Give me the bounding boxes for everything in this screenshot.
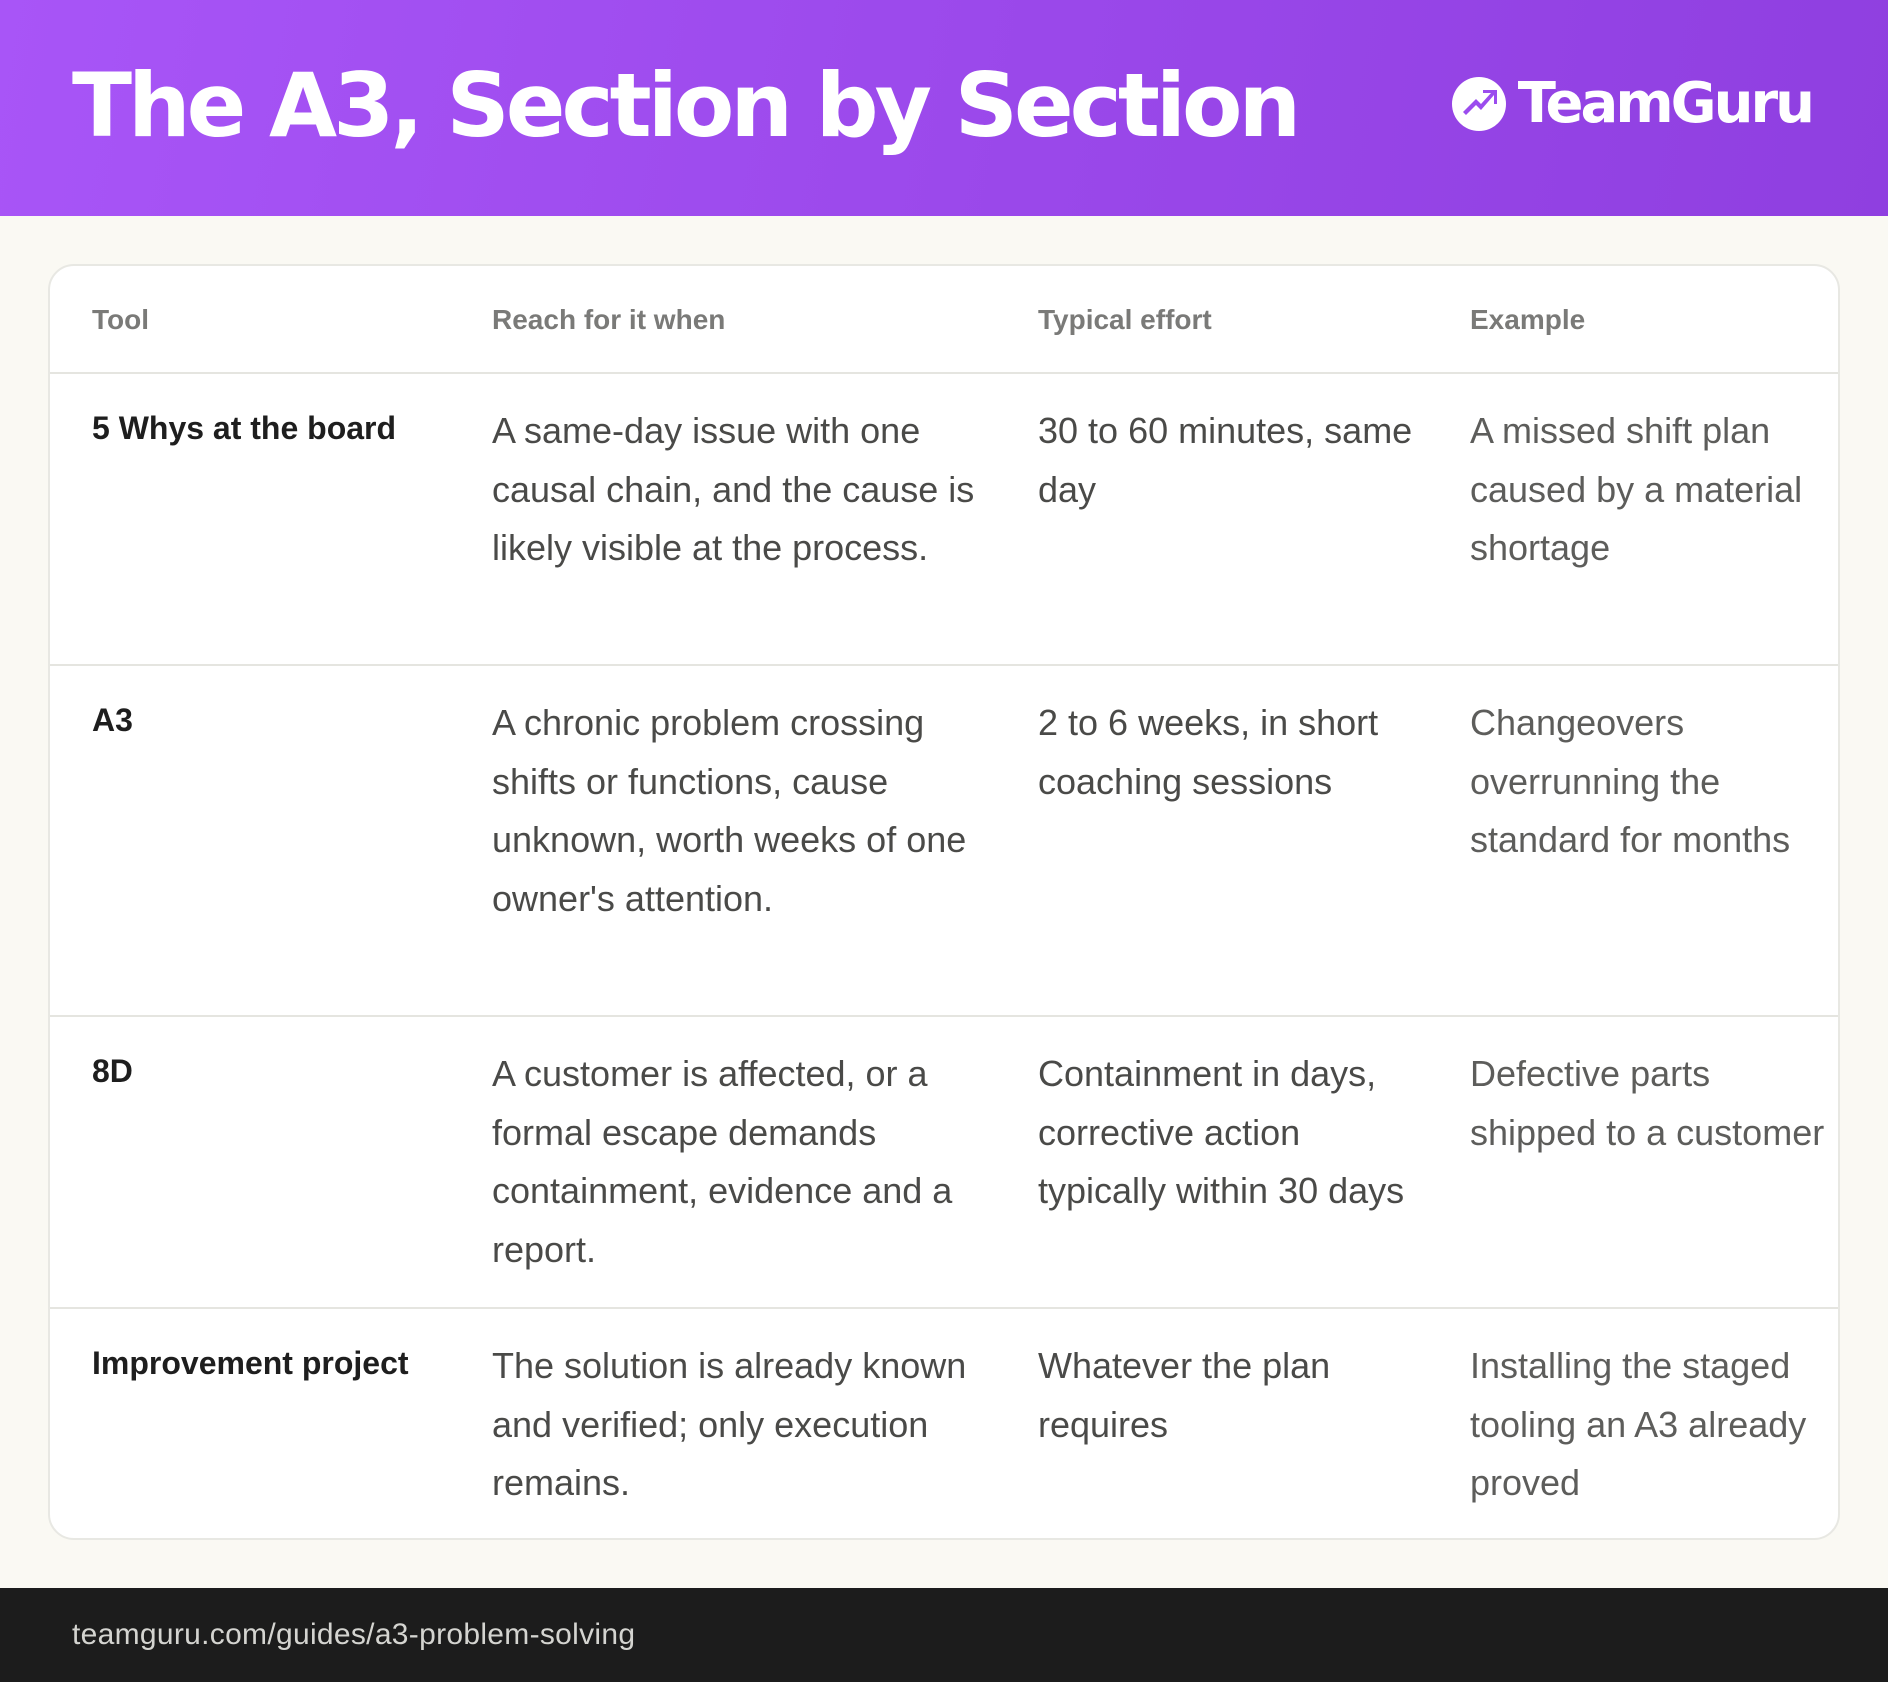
column-header-typical-effort: Typical effort (1038, 304, 1212, 335)
typical-effort: Whatever the plan requires (1038, 1345, 1331, 1445)
brand[interactable] (1450, 71, 1812, 136)
footer-url-link[interactable]: teamguru.com/guides/a3-problem-solving (72, 1618, 636, 1651)
brand-name: TeamGuru (1517, 71, 1812, 136)
tool-name: 5 Whys at the board (92, 410, 397, 446)
reach-for-it-when: A same-day issue with one causal chain, and the cause is likely visible at the process. (492, 410, 975, 568)
tool-name: Improvement project (92, 1345, 409, 1381)
example: Installing the staged tooling an A3 already proved (1470, 1345, 1807, 1503)
header-banner (0, 0, 1888, 216)
column-header-tool: Tool (92, 304, 150, 335)
comparison-table (48, 264, 1840, 1540)
table-row (50, 666, 1838, 1017)
column-header-example: Example (1470, 304, 1586, 335)
column-header-reach-for-it-when: Reach for it when (492, 304, 726, 335)
table-row (50, 1017, 1838, 1309)
tool-name: 8D (92, 1053, 133, 1089)
reach-for-it-when: A chronic problem crossing shifts or functions, cause unknown, worth weeks of one owner's attention. (492, 702, 967, 919)
teamguru-logo-icon (1450, 75, 1508, 133)
table-row (50, 374, 1838, 666)
example: Changeovers overrunning the standard for months (1470, 702, 1791, 860)
reach-for-it-when: A customer is affected, or a formal escape demands containment, evidence and a report. (492, 1053, 953, 1270)
reach-for-it-when: The solution is already known and verified; only execution remains. (492, 1345, 967, 1503)
example: A missed shift plan caused by a material shortage (1470, 410, 1803, 568)
footer-bar (0, 1588, 1888, 1682)
typical-effort: 30 to 60 minutes, same day (1038, 410, 1413, 510)
example: Defective parts shipped to a customer (1470, 1053, 1825, 1153)
tool-name: A3 (92, 702, 133, 738)
table-row (50, 1309, 1838, 1540)
page-title: The A3, Section by Section (72, 54, 1298, 157)
typical-effort: Containment in days, corrective action typically within 30 days (1038, 1053, 1405, 1211)
typical-effort: 2 to 6 weeks, in short coaching sessions (1038, 702, 1379, 802)
table-header-row (50, 266, 1838, 374)
